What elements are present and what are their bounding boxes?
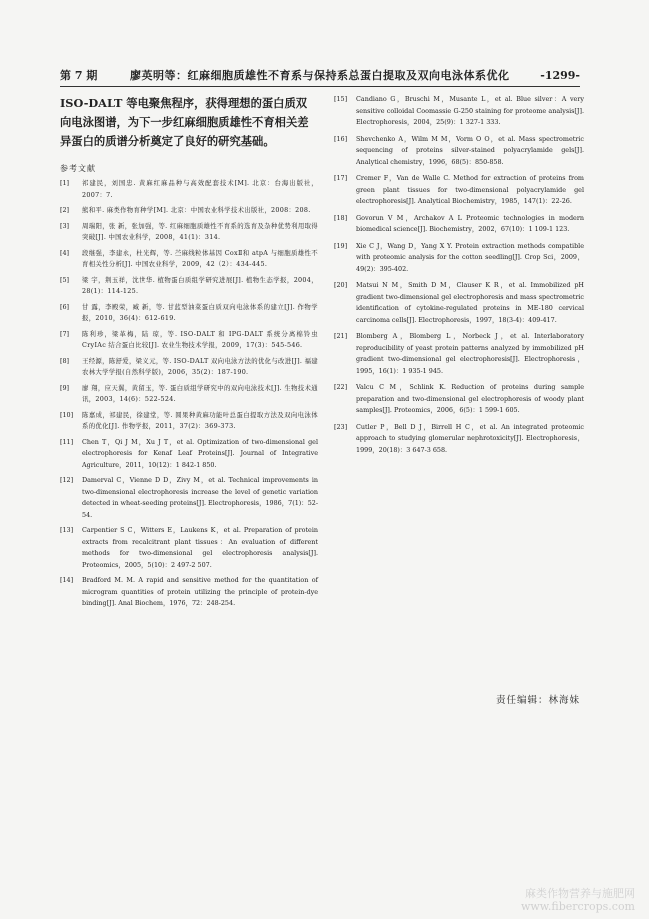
reference-text: 廖 翔，应天翼，黄留玉，等. 蛋白质组学研究中的双向电泳技术[J]. 生物技术通讯，2003，14(6)：522-524. [82, 383, 318, 403]
header-rule [60, 86, 580, 87]
reference-item [60, 437, 318, 472]
reference-item [334, 422, 584, 457]
reference-item [60, 475, 318, 521]
reference-number: [19] [334, 241, 348, 250]
reference-item [60, 205, 318, 217]
site-watermark [521, 887, 635, 913]
reference-text: Cutler P，Bell D J，Birrell H C，et al. An integrated proteomic approach to studying glomerular nephrotoxicity[J]. Electrophoresis，1999，20(18)：3 647-3 658. [356, 422, 584, 454]
running-title: 廖英明等：红麻细胞质雄性不育系与保持系总蛋白提取及双向电泳体系优化 [130, 69, 510, 82]
reference-text: Shevchenko A，Wilm M M，Vorm O O，et al. Mass spectrometric sequencing of proteins silver-stained polyacrylamide gels[J]. Analytical chemistry，1996，68(5)：850-858. [356, 134, 584, 166]
reference-text: Blomberg A，Blomberg L，Norbeck J，et al. Interlaboratory reproducibility of yeast protein patterns analyzed by immobilized pH gradient two-dimensional gel electrophoresis[J]. Electrophoresis，1995，16(1)：1 935-1 945. [356, 332, 584, 375]
reference-number: [11] [60, 437, 74, 446]
reference-text: 梁 宇，荆玉祥，沈世华. 植物蛋白质组学研究进展[J]. 植物生态学报，2004，28(1)：114-125. [82, 275, 318, 295]
reference-item [60, 178, 318, 201]
responsible-editor: 责任编辑：林海妹 [496, 695, 581, 706]
reference-number: [18] [334, 213, 348, 222]
running-header [60, 66, 580, 84]
reference-item [60, 410, 318, 433]
reference-item [60, 356, 318, 379]
reference-item [60, 302, 318, 325]
reference-item [334, 94, 584, 129]
reference-text: 熊和平. 麻类作物育种学[M]. 北京：中国农业科学技术出版社，2008：208. [82, 206, 311, 214]
reference-number: [8] [60, 356, 70, 365]
intro-paragraph: ISO-DALT 等电聚焦程序，获得理想的蛋白质双向电泳图谱，为下一步红麻细胞质雄性不育相关差异蛋白的质谱分析奠定了良好的研究基础。 [60, 96, 309, 148]
reference-item [60, 383, 318, 406]
reference-list-left [60, 178, 318, 610]
reference-number: [13] [60, 526, 74, 534]
issue-label: 第 7 期 [60, 69, 98, 82]
reference-text: 甘 露，李殿荣，臧 新，等. 甘蓝型油菜蛋白质双向电泳体系的建立[J]. 作物学报，2010，36(4)：612-619. [82, 302, 318, 322]
reference-text: Matsui N M，Smith D M，Clauser K R，et al. Immobilized pH gradient two-dimensional gel electrophoresis and mass spectrometric identification of cytokine-regulated proteins in ME-180 cervical carcinoma cells[J]. Electrophoresis，1997，18(3-4)：409-417. [356, 281, 584, 324]
reference-text: Candiano G，Bruschi M，Musante L，et al. Blue silver：A very sensitive colloidal Coomassie G-250 staining for proteome analysis[J]. Electrophoresis，2004，25(9)：1 327-1 333. [356, 95, 584, 126]
reference-text: Valcu C M，Schlink K. Reduction of proteins during sample preparation and two-dimensional gel electrophoresis of woody plant samples[J]. Proteomics，2006，6(5)：1 599-1 605. [356, 383, 584, 414]
reference-number: [9] [60, 383, 70, 392]
reference-text: Cremer F，Van de Walle C. Method for extraction of proteins from green plant tissues for two-dimensional polyacrylamide gel electrophoresis[J]. Analytical Biochemistry，1985，147(1)：22-26. [356, 174, 584, 205]
right-column [334, 94, 584, 461]
reference-item [60, 329, 318, 352]
reference-number: [17] [334, 174, 348, 182]
reference-text: 段继强，李建永，杜光辉，等. 苎麻线粒体基因 CoxⅡ和 atpA 与细胞质雄性不育相关性分析[J]. 中国农业科学，2009，42（2）：434-445. [82, 248, 318, 268]
reference-number: [21] [334, 332, 348, 340]
left-column [60, 94, 318, 614]
reference-item [334, 280, 584, 326]
reference-number: [14] [60, 576, 74, 584]
reference-item [334, 173, 584, 208]
reference-text: 陈嘉成，祁建民，徐建堂，等. 圆果种黄麻功能叶总蛋白提取方法及双向电泳体系的优化[J]. 作物学报，2011，37(2)：369-373. [82, 410, 318, 430]
reference-text: Bradford M. M. A rapid and sensitive method for the quantitation of microgram quantities of protein utilizing the principle of protein-dye binding[J]. Anal Biochem，1976，72：248-254. [82, 576, 318, 607]
reference-number: [3] [60, 221, 70, 230]
reference-item [60, 525, 318, 571]
reference-number: [16] [334, 134, 348, 143]
reference-text: Chen T，Qi J M，Xu J T，et al. Optimization of two-dimensional gel electrophoresis for Kenaf Leaf Proteins[J]. Journal of Integrative Agriculture，2011，10(12)：1 842-1 850. [82, 437, 318, 469]
reference-text: 祁建民，刘国忠. 黄麻红麻品种与高效配套技术[M]. 北京：台海出版社，2007：7. [82, 179, 318, 199]
reference-number: [12] [60, 476, 74, 484]
reference-number: [4] [60, 248, 70, 257]
reference-text: Damerval C，Vienne D D，Zivy M，et al. Technical improvements in two-dimensional electrophoresis increase the level of genetic variation detected in wheat-seeding proteins[J]. Electrophoresis，1986，7(1)：52-54. [82, 476, 318, 519]
references-heading: 参考文献 [60, 164, 96, 173]
reference-number: [7] [60, 329, 70, 338]
reference-item [334, 331, 584, 377]
page-number: -1299- [540, 68, 580, 82]
reference-item [60, 221, 318, 244]
reference-number: [5] [60, 275, 70, 284]
reference-item [334, 241, 584, 276]
reference-text: 王经源，陈舒爱，梁义元，等. ISO-DALT 双向电泳方法的优化与改进[J]. 福建农林大学学报(自然科学版)，2006，35(2)：187-190. [82, 356, 318, 376]
reference-item [334, 134, 584, 169]
reference-item [60, 575, 318, 610]
reference-number: [1] [60, 179, 70, 187]
watermark-name: 麻类作物营养与施肥网 [525, 887, 635, 900]
reference-text: Govorun V M，Archakov A L Proteomic technologies in modern biomedical science[J]. Biochemistry，2002，67(10)：1 109-1 123. [356, 213, 584, 233]
reference-text: 周瑞阳，张 新，张加强，等. 红麻细胞质雄性不育系的选育及杂种优势利用取得突破[J]. 中国农业科学，2008，41(1)：314. [82, 221, 318, 241]
reference-list-right [334, 94, 584, 456]
reference-number: [22] [334, 383, 348, 391]
reference-number: [20] [334, 281, 348, 289]
reference-text: 陈利珍，梁革梅，陆 琼，等. ISO-DALT 和 IPG-DALT 系统分离棉铃虫 CryIAc 结合蛋白比较[J]. 农业生物技术学报，2009，17(3)：545-546. [82, 329, 318, 349]
reference-number: [6] [60, 302, 70, 311]
reference-number: [2] [60, 206, 70, 214]
reference-number: [10] [60, 410, 74, 419]
reference-item [60, 248, 318, 271]
reference-number: [23] [334, 422, 348, 431]
reference-text: Xie C J，Wang D，Yang X Y. Protein extraction methods compatible with proteomic analysis for the cotton seedling[J]. Crop Sci，2009，49(2)：395-402. [356, 241, 584, 273]
reference-item [60, 275, 318, 298]
reference-text: Carpentier S C，Witters E，Laukens K，et al. Preparation of protein extracts from recalcitrant plant tissues：An evaluation of different methods for two-dimensional gel electrophoresis analysis[J]. Proteomics，2005，5(10)：2 497-2 507. [82, 526, 318, 569]
reference-number: [15] [334, 95, 348, 103]
reference-item [334, 382, 584, 417]
reference-item [334, 213, 584, 236]
watermark-url: www.fibercrops.com [520, 900, 635, 913]
